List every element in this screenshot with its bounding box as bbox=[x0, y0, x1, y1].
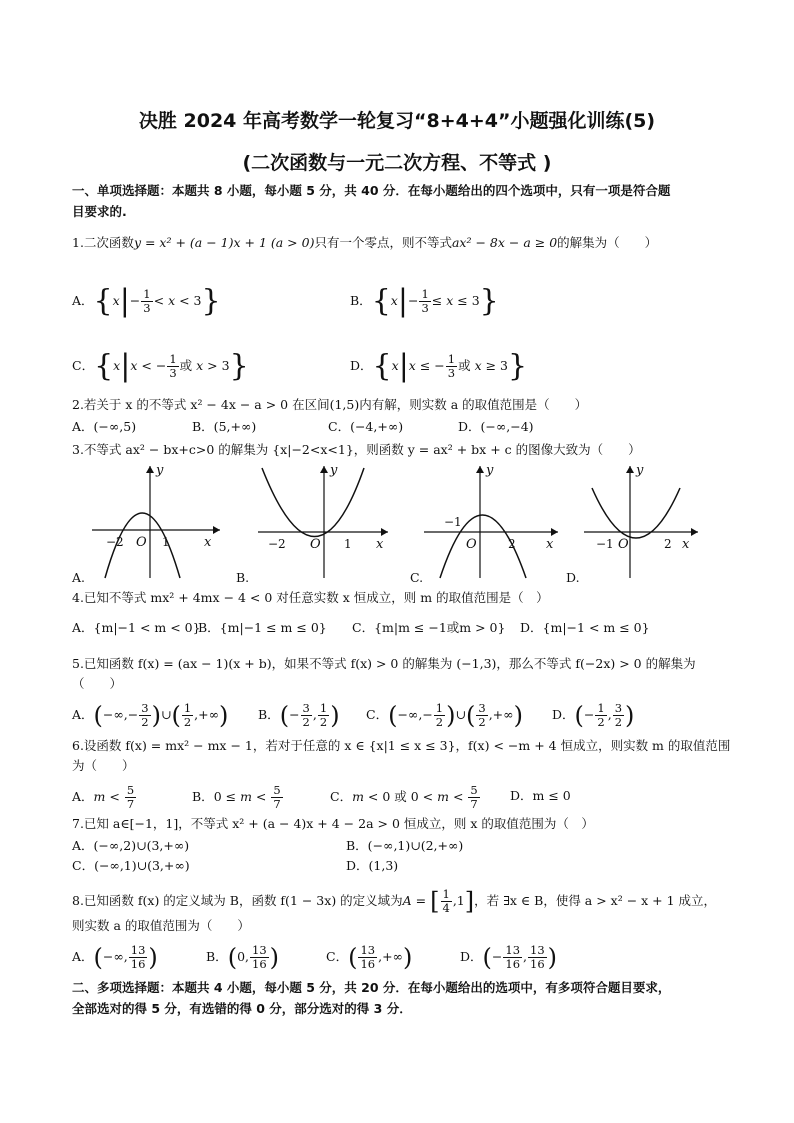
question-4: 4.已知不等式 mx² + 4mx − 4 < 0 对任意实数 x 恒成立，则 m 的取值范围是（ ） bbox=[72, 590, 549, 605]
q7-option-c[interactable]: C．(−∞,1)∪(3,+∞) bbox=[72, 858, 190, 873]
tick-label-left: −1 bbox=[596, 537, 614, 551]
q2-option-b[interactable]: B．(5,+∞) bbox=[192, 419, 257, 434]
question-2: 2.若关于 x 的不等式 x² − 4x − a > 0 在区间(1,5)内有解，则实数 a 的取值范围是（ ） bbox=[72, 397, 588, 412]
tick-label-left: −2 bbox=[268, 537, 286, 551]
q6-option-d[interactable]: D．m ≤ 0 bbox=[510, 788, 571, 803]
question-8: 8.已知函数 f(x) 的定义域为 B，函数 f(1 − 3x) 的定义域为A = [ $\frac{1}{4}$ ,1]，若 ∃x ∈ B，使得 a > x² − x + 1 成立， bbox=[72, 887, 717, 916]
q7-option-d[interactable]: D．(1,3) bbox=[346, 858, 399, 873]
q1-option-c[interactable]: C．{x|x < − $\frac{1}{3}$ 或 x > 3} bbox=[72, 348, 249, 384]
x-axis-arrow bbox=[551, 528, 558, 536]
x-label: x bbox=[376, 537, 384, 552]
y-axis-arrow bbox=[626, 466, 634, 473]
origin-label: O bbox=[466, 537, 477, 552]
x-axis-arrow bbox=[213, 526, 220, 534]
tick-label-left: −1 bbox=[444, 515, 462, 529]
tick-label-right: 1 bbox=[344, 537, 352, 551]
origin-label: O bbox=[136, 535, 147, 550]
page-subtitle: (二次函数与一元二次方程、不等式 ) bbox=[242, 152, 552, 174]
question-3: 3.不等式 ax² − bx+c>0 的解集为 {x|−2<x<1}，则函数 y = ax² + bx + c 的图像大致为（ ） bbox=[72, 442, 641, 457]
q1-option-d[interactable]: D．{x|x ≤ − $\frac{1}{3}$ 或 x ≥ 3} bbox=[350, 348, 528, 384]
q8-option-c[interactable]: C．( $\frac{13}{16}$ ,+∞) bbox=[326, 943, 413, 972]
q3-label-c[interactable]: C. bbox=[410, 570, 424, 585]
y-label: y bbox=[156, 463, 164, 478]
parabola bbox=[592, 488, 680, 538]
q2-option-d[interactable]: D．(−∞,−4) bbox=[458, 419, 534, 434]
q1-option-b[interactable]: B．{x|− $\frac{1}{3}$ ≤ x ≤ 3} bbox=[350, 283, 499, 319]
q3-graph-d[interactable] bbox=[578, 460, 708, 580]
q3-graph-b[interactable] bbox=[252, 460, 402, 580]
q2-option-c[interactable]: C．(−4,+∞) bbox=[328, 419, 404, 434]
q3-label-a[interactable]: A. bbox=[72, 570, 86, 585]
y-label: y bbox=[486, 463, 494, 478]
q4-option-a[interactable]: A．{m|−1 < m < 0} bbox=[72, 620, 201, 635]
q8-option-d[interactable]: D．(− $\frac{13}{16}$ , $\frac{13}{16}$ ) bbox=[460, 943, 558, 972]
question-8-cont: 则实数 a 的取值范围为（ ） bbox=[72, 918, 250, 933]
x-label: x bbox=[546, 537, 554, 552]
q6-option-a[interactable]: A．m < $\frac{5}{7}$ bbox=[72, 783, 135, 811]
y-axis-arrow bbox=[146, 466, 154, 473]
q5-option-a[interactable]: A．(−∞,− $\frac{3}{2}$ )∪( $\frac{1}{2}$ ,+∞) bbox=[72, 701, 229, 730]
tick-label-right: 2 bbox=[508, 537, 516, 551]
section1-heading: 一、单项选择题：本题共 8 小题，每小题 5 分，共 40 分．在每小题给出的四个选项中，只有一项是符合题 bbox=[72, 183, 671, 198]
y-label: y bbox=[330, 463, 338, 478]
q8-option-b[interactable]: B．(0, $\frac{13}{16}$ ) bbox=[206, 943, 280, 972]
q3-label-b[interactable]: B. bbox=[236, 570, 250, 585]
q3-graph-a[interactable] bbox=[80, 460, 230, 580]
question-6-cont: 为（ ） bbox=[72, 758, 135, 773]
q8-option-a[interactable]: A．(−∞, $\frac{13}{16}$ ) bbox=[72, 943, 158, 972]
q2-option-a[interactable]: A．(−∞,5) bbox=[72, 419, 137, 434]
q1-option-a[interactable]: A．{x|− $\frac{1}{3}$ < x < 3} bbox=[72, 283, 221, 319]
y-axis-arrow bbox=[476, 466, 484, 473]
question-6: 6.设函数 f(x) = mx² − mx − 1，若对于任意的 x ∈ {x|1 ≤ x ≤ 3}，f(x) < −m + 4 恒成立，则实数 m 的取值范围 bbox=[72, 738, 731, 753]
q5-option-d[interactable]: D．(− $\frac{1}{2}$ , $\frac{3}{2}$ ) bbox=[552, 701, 635, 730]
q3-graph-c[interactable] bbox=[418, 460, 568, 580]
origin-label: O bbox=[618, 537, 629, 552]
y-label: y bbox=[636, 463, 644, 478]
x-label: x bbox=[682, 537, 690, 552]
question-5-cont: （ ） bbox=[72, 676, 123, 691]
q4-option-c[interactable]: C．{m|m ≤ −1或m > 0} bbox=[352, 620, 506, 635]
q3-label-d[interactable]: D. bbox=[566, 570, 580, 585]
x-axis-arrow bbox=[381, 528, 388, 536]
q7-option-a[interactable]: A．(−∞,2)∪(3,+∞) bbox=[72, 838, 190, 853]
x-axis-arrow bbox=[691, 528, 698, 536]
y-axis-arrow bbox=[320, 466, 328, 473]
question-1: 1.二次函数y = x² + (a − 1)x + 1 (a > 0)只有一个零点，则不等式ax² − 8x − a ≥ 0的解集为（ ） bbox=[72, 235, 658, 250]
q4-option-d[interactable]: D．{m|−1 < m ≤ 0} bbox=[520, 620, 650, 635]
parabola bbox=[262, 468, 364, 537]
question-5: 5.已知函数 f(x) = (ax − 1)(x + b)，如果不等式 f(x) > 0 的解集为 (−1,3)，那么不等式 f(−2x) > 0 的解集为 bbox=[72, 656, 696, 671]
origin-label: O bbox=[310, 537, 321, 552]
section1-heading-cont: 目要求的. bbox=[72, 204, 127, 219]
tick-label-right: 2 bbox=[664, 537, 672, 551]
tick-label-right: 1 bbox=[162, 535, 170, 549]
page-title: 决胜 2024 年高考数学一轮复习“8+4+4”小题强化训练(5) bbox=[138, 110, 656, 132]
question-7: 7.已知 a∈[−1，1]，不等式 x² + (a − 4)x + 4 − 2a > 0 恒成立，则 x 的取值范围为（ ） bbox=[72, 816, 594, 831]
q4-option-b[interactable]: B．{m|−1 ≤ m ≤ 0} bbox=[198, 620, 327, 635]
q5-option-b[interactable]: B．(− $\frac{3}{2}$ , $\frac{1}{2}$ ) bbox=[258, 701, 340, 730]
q6-option-b[interactable]: B．0 ≤ m < $\frac{5}{7}$ bbox=[192, 783, 281, 811]
x-label: x bbox=[204, 535, 212, 550]
section2-heading-cont: 全部选对的得 5 分，有选错的得 0 分，部分选对的得 3 分． bbox=[72, 1001, 412, 1016]
tick-label-left: −2 bbox=[106, 535, 124, 549]
section2-heading: 二、多项选择题：本题共 4 小题，每小题 5 分，共 20 分．在每小题给出的选项中，有多项符合题目要求， bbox=[72, 980, 671, 995]
q7-option-b[interactable]: B．(−∞,1)∪(2,+∞) bbox=[346, 838, 464, 853]
q6-option-c[interactable]: C．m < 0 或 0 < m < $\frac{5}{7}$ bbox=[330, 783, 478, 811]
q5-option-c[interactable]: C．(−∞,− $\frac{1}{2}$ )∪( $\frac{3}{2}$ ,+∞) bbox=[366, 701, 523, 730]
